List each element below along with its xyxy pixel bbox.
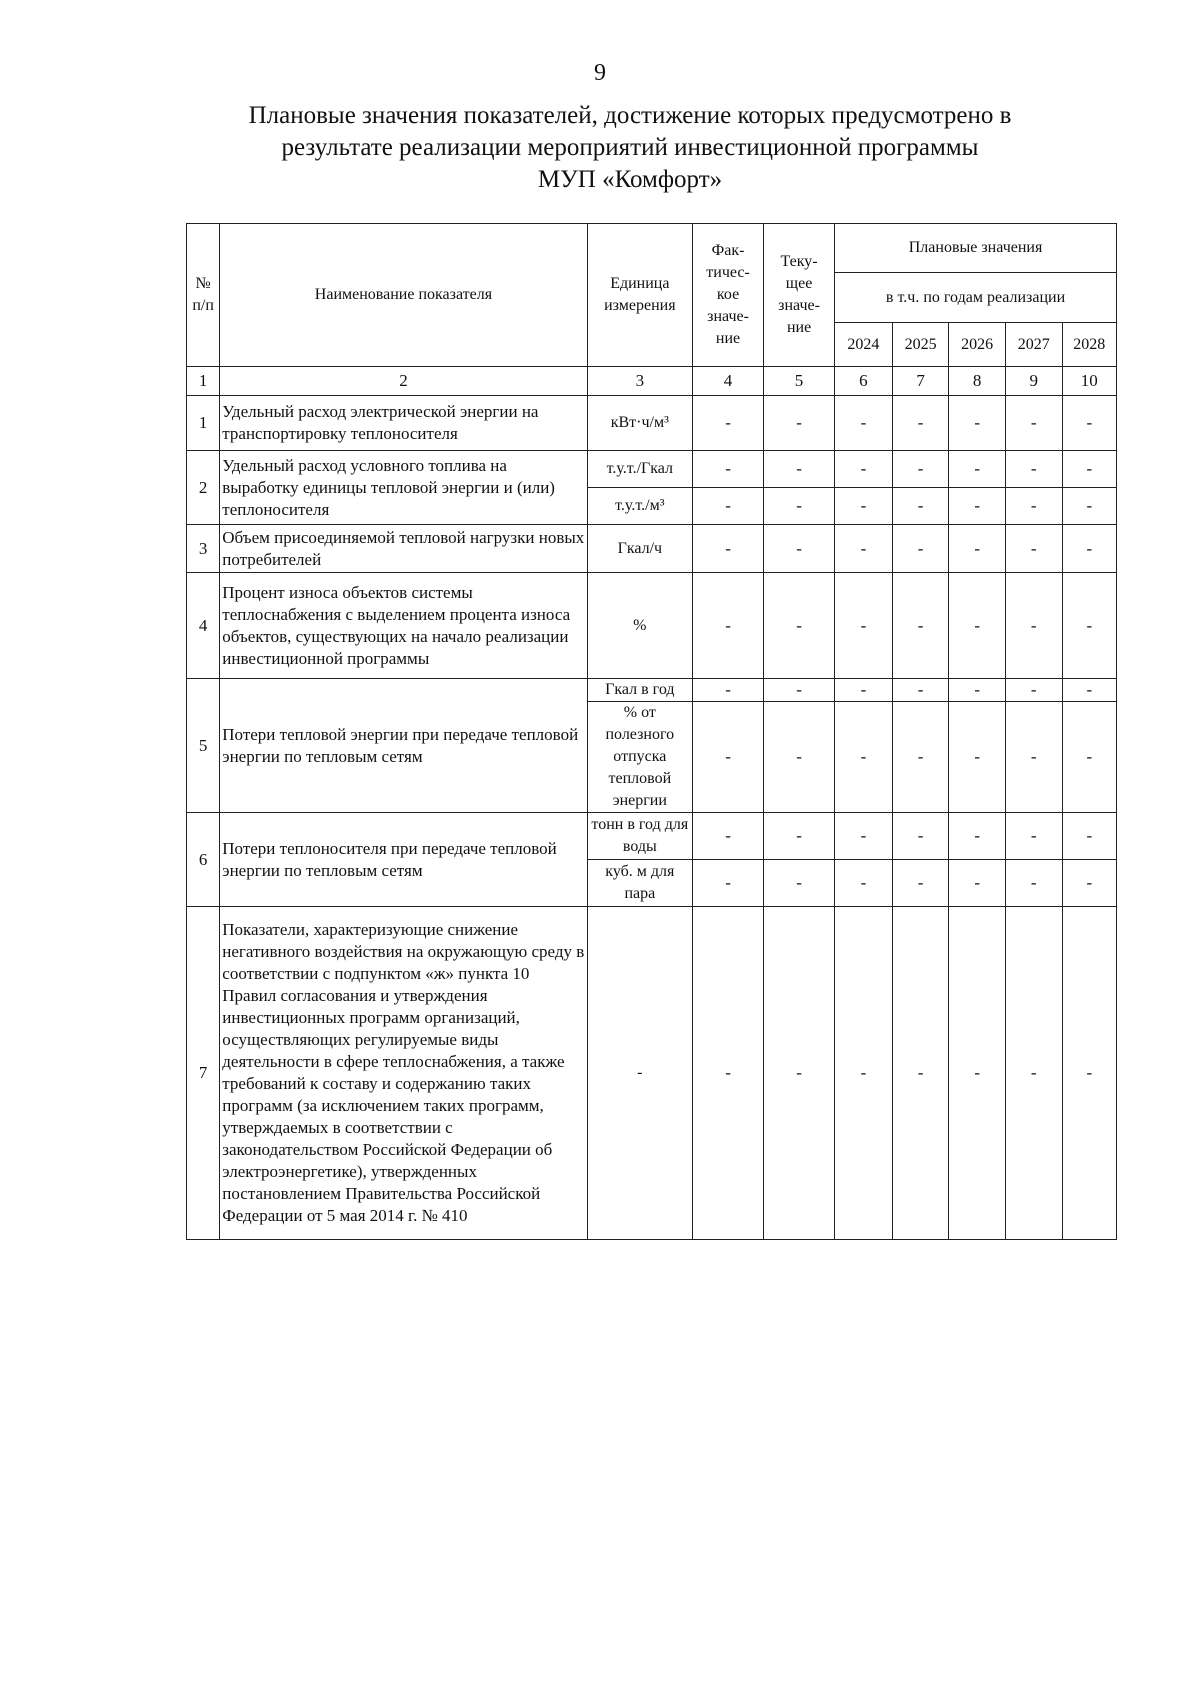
unit-cell: куб. м для пара: [587, 860, 692, 907]
value-cell: -: [764, 813, 835, 860]
unit-cell: Гкал/ч: [587, 525, 692, 573]
value-cell: -: [835, 488, 893, 525]
indicator-name: Удельный расход условного топлива на выработку единицы тепловой энергии и (или) теплоносителя: [220, 451, 587, 525]
table-row: [187, 679, 1117, 702]
value-cell: -: [693, 813, 764, 860]
value-cell: -: [1005, 451, 1062, 488]
value-cell: -: [764, 573, 835, 679]
value-cell: -: [892, 451, 949, 488]
value-cell: -: [1062, 525, 1116, 573]
header-year: 2025: [892, 323, 949, 367]
column-number: 9: [1005, 367, 1062, 396]
value-cell: -: [949, 702, 1006, 813]
value-cell: -: [835, 860, 893, 907]
header-fact: Фак- тичес- кое значе- ние: [693, 224, 764, 367]
value-cell: -: [1005, 679, 1062, 702]
value-cell: -: [693, 525, 764, 573]
value-cell: -: [949, 525, 1006, 573]
value-cell: -: [693, 573, 764, 679]
header-year: 2024: [835, 323, 893, 367]
value-cell: -: [1005, 573, 1062, 679]
value-cell: -: [1062, 679, 1116, 702]
title-line-3: МУП «Комфорт»: [537, 166, 723, 193]
table-row: [187, 451, 1117, 488]
value-cell: -: [835, 679, 893, 702]
value-cell: -: [764, 396, 835, 451]
row-number: 3: [187, 525, 220, 573]
column-number: 4: [693, 367, 764, 396]
value-cell: -: [764, 702, 835, 813]
value-cell: -: [892, 488, 949, 525]
column-number: 6: [835, 367, 893, 396]
value-cell: -: [949, 451, 1006, 488]
value-cell: -: [1062, 813, 1116, 860]
value-cell: -: [949, 573, 1006, 679]
table-row: [187, 573, 1117, 679]
value-cell: -: [835, 451, 893, 488]
column-number: 7: [892, 367, 949, 396]
column-number-row: [187, 367, 1117, 396]
value-cell: -: [835, 702, 893, 813]
value-cell: -: [1062, 907, 1116, 1240]
header-year: 2026: [949, 323, 1006, 367]
title-line-2: результате реализации мероприятий инвестиционной программы: [281, 134, 979, 161]
value-cell: -: [1005, 488, 1062, 525]
value-cell: -: [892, 907, 949, 1240]
value-cell: -: [764, 907, 835, 1240]
unit-cell: Гкал в год: [587, 679, 692, 702]
unit-cell: тонн в год для воды: [587, 813, 692, 860]
value-cell: -: [1005, 813, 1062, 860]
value-cell: -: [835, 573, 893, 679]
value-cell: -: [693, 488, 764, 525]
value-cell: -: [949, 860, 1006, 907]
value-cell: -: [835, 525, 893, 573]
header-name: Наименование показателя: [220, 224, 587, 367]
value-cell: -: [892, 702, 949, 813]
row-number: 4: [187, 573, 220, 679]
value-cell: -: [1062, 860, 1116, 907]
value-cell: -: [892, 396, 949, 451]
value-cell: -: [835, 813, 893, 860]
value-cell: -: [1005, 907, 1062, 1240]
indicator-name: Процент износа объектов системы теплоснабжения с выделением процента износа объектов, существующих на начало реализации инвестиционной программы: [220, 573, 587, 679]
value-cell: -: [1005, 396, 1062, 451]
indicator-name: Объем присоединяемой тепловой нагрузки новых потребителей: [220, 525, 587, 573]
column-number: 10: [1062, 367, 1116, 396]
value-cell: -: [892, 525, 949, 573]
value-cell: -: [949, 813, 1006, 860]
row-number: 1: [187, 396, 220, 451]
indicators-table: [186, 223, 1117, 1240]
value-cell: -: [892, 573, 949, 679]
table-row: [187, 396, 1117, 451]
value-cell: -: [764, 451, 835, 488]
value-cell: -: [1062, 702, 1116, 813]
value-cell: -: [764, 488, 835, 525]
table-row: [187, 813, 1117, 860]
header-by-years: в т.ч. по годам реализации: [835, 273, 1117, 323]
indicator-name: Потери тепловой энергии при передаче тепловой энергии по тепловым сетям: [220, 679, 587, 813]
table-row: [187, 907, 1117, 1240]
unit-cell: -: [587, 907, 692, 1240]
unit-cell: % от полезного отпуска тепловой энергии: [587, 702, 692, 813]
header-year: 2027: [1005, 323, 1062, 367]
column-number: 1: [187, 367, 220, 396]
unit-cell: кВт·ч/м³: [587, 396, 692, 451]
value-cell: -: [693, 702, 764, 813]
unit-cell: т.у.т./м³: [587, 488, 692, 525]
page-title: [150, 100, 1110, 196]
value-cell: -: [764, 860, 835, 907]
column-number: 5: [764, 367, 835, 396]
indicator-name: Показатели, характеризующие снижение негативного воздействия на окружающую среду в соответствии с подпунктом «ж» пункта 10 Правил согласования и утверждения инвестиционных программ организаций, осуществляющих регулируемые виды деятельности в сфере теплоснабжения, а также требований к составу и содержанию таких программ (за исключением таких программ, утверждаемых в соответствии с законодательством Российской Федерации об электроэнергетике), утвержденных постановлением Правительства Российской Федерации от 5 мая 2014 г. № 410: [220, 907, 587, 1240]
indicator-name: Удельный расход электрической энергии на транспортировку теплоносителя: [220, 396, 587, 451]
value-cell: -: [764, 525, 835, 573]
value-cell: -: [1062, 451, 1116, 488]
value-cell: -: [949, 396, 1006, 451]
value-cell: -: [892, 813, 949, 860]
value-cell: -: [949, 907, 1006, 1240]
value-cell: -: [693, 860, 764, 907]
value-cell: -: [835, 396, 893, 451]
value-cell: -: [892, 860, 949, 907]
header-unit: Единица измерения: [587, 224, 692, 367]
indicator-name: Потери теплоносителя при передаче тепловой энергии по тепловым сетям: [220, 813, 587, 907]
value-cell: -: [693, 907, 764, 1240]
value-cell: -: [1062, 396, 1116, 451]
value-cell: -: [693, 679, 764, 702]
value-cell: -: [1005, 525, 1062, 573]
value-cell: -: [1062, 573, 1116, 679]
value-cell: -: [1062, 488, 1116, 525]
title-line-1: Плановые значения показателей, достижение которых предусмотрено в: [248, 102, 1012, 129]
row-number: 6: [187, 813, 220, 907]
column-number: 2: [220, 367, 587, 396]
unit-cell: %: [587, 573, 692, 679]
value-cell: -: [693, 451, 764, 488]
header-num: № п/п: [187, 224, 220, 367]
page-number: 9: [594, 60, 606, 86]
value-cell: -: [764, 679, 835, 702]
table-row: [187, 525, 1117, 573]
column-number: 3: [587, 367, 692, 396]
unit-cell: т.у.т./Гкал: [587, 451, 692, 488]
value-cell: -: [1005, 860, 1062, 907]
column-number: 8: [949, 367, 1006, 396]
header-current: Теку- щее значе- ние: [764, 224, 835, 367]
value-cell: -: [949, 679, 1006, 702]
value-cell: -: [949, 488, 1006, 525]
value-cell: -: [835, 907, 893, 1240]
row-number: 5: [187, 679, 220, 813]
row-number: 2: [187, 451, 220, 525]
header-year: 2028: [1062, 323, 1116, 367]
value-cell: -: [693, 396, 764, 451]
header-planned: Плановые значения: [835, 224, 1117, 273]
value-cell: -: [1005, 702, 1062, 813]
row-number: 7: [187, 907, 220, 1240]
value-cell: -: [892, 679, 949, 702]
